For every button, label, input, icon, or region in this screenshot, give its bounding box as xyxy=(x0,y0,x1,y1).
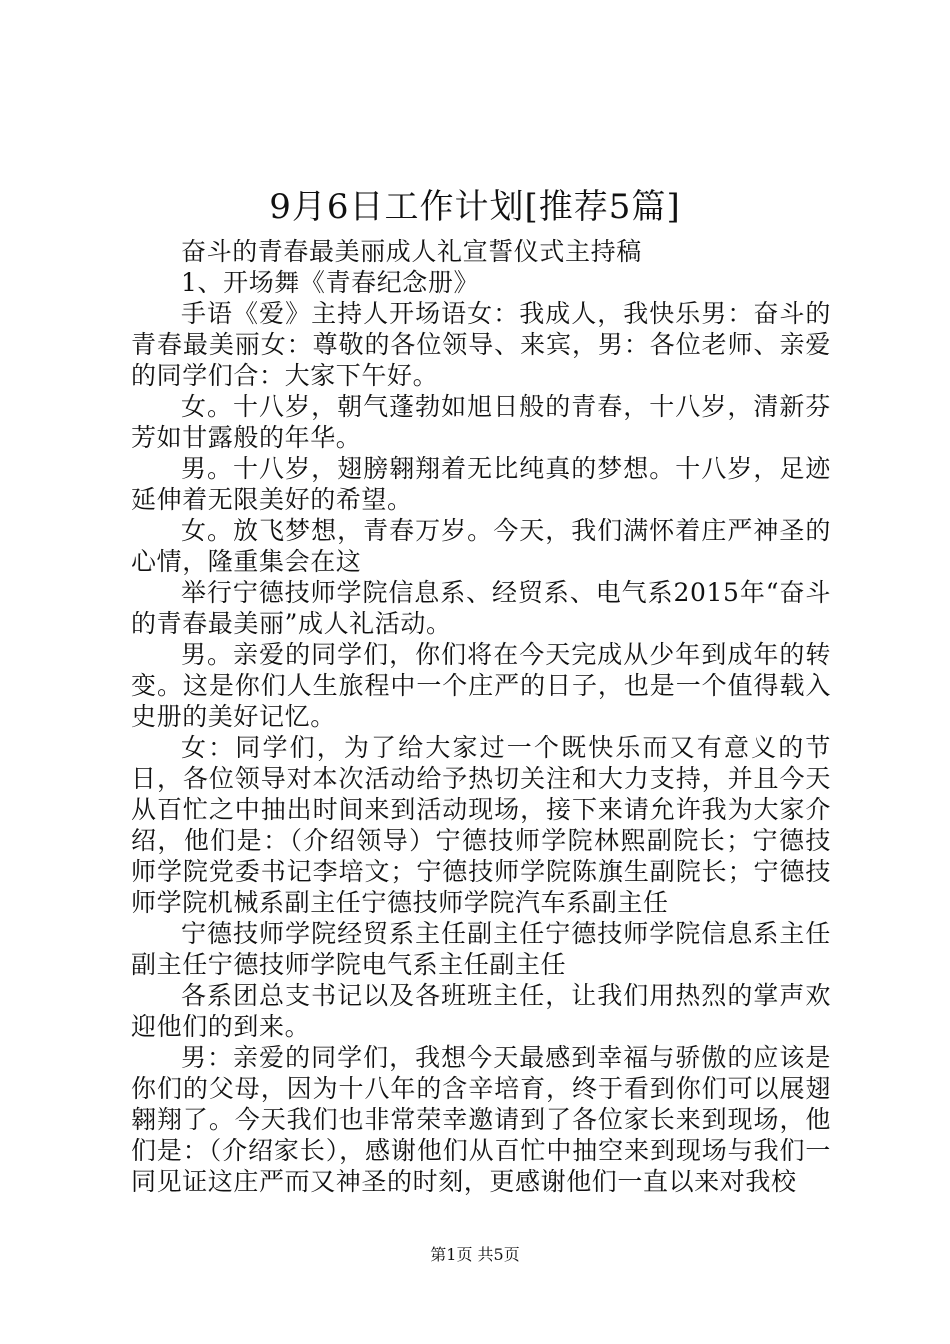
paragraph: 女。十八岁，朝气蓬勃如旭日般的青春，十八岁，清新芬芳如甘露般的年华。 xyxy=(131,392,831,452)
paragraph: 1、开场舞《青春纪念册》 xyxy=(181,268,480,297)
paragraph: 男。十八岁，翅膀翱翔着无比纯真的梦想。十八岁，足迹延伸着无限美好的希望。 xyxy=(131,454,831,514)
paragraph: 男。亲爱的同学们，你们将在今天完成从少年到成年的转变。这是你们人生旅程中一个庄严的日子，也是一个值得载入史册的美好记忆。 xyxy=(131,640,831,731)
paragraph: 各系团总支书记以及各班班主任，让我们用热烈的掌声欢迎他们的到来。 xyxy=(131,981,831,1041)
paragraph: 举行宁德技师学院信息系、经贸系、电气系2015年“奋斗的青春最美丽”成人礼活动。 xyxy=(131,578,831,638)
paragraph: 手语《爱》主持人开场语女：我成人，我快乐男：奋斗的青春最美丽女：尊敬的各位领导、来宾，男：各位老师、亲爱的同学们合：大家下午好。 xyxy=(131,299,831,390)
paragraph: 男：亲爱的同学们，我想今天最感到幸福与骄傲的应该是你们的父母，因为十八年的含辛培育，终于看到你们可以展翅翱翔了。今天我们也非常荣幸邀请到了各位家长来到现场，他们是：（介绍家长），感谢他们从百忙中抽空来到现场与我们一同见证这庄严而又神圣的时刻，更感谢他们一直以来对我校 xyxy=(131,1043,831,1196)
paragraph: 女：同学们，为了给大家过一个既快乐而又有意义的节日，各位领导对本次活动给予热切关注和大力支持，并且今天从百忙之中抽出时间来到活动现场，接下来请允许我为大家介绍，他们是：（介绍领导）宁德技师学院林熙副院长；宁德技师学院党委书记李培文；宁德技师学院陈旗生副院长；宁德技师学院机械系副主任宁德技师学院汽车系副主任 xyxy=(131,733,831,917)
paragraph: 宁德技师学院经贸系主任副主任宁德技师学院信息系主任副主任宁德技师学院电气系主任副主任 xyxy=(131,919,831,979)
document-title: 9月6日工作计划[推荐5篇] xyxy=(269,187,681,227)
paragraph: 女。放飞梦想，青春万岁。今天，我们满怀着庄严神圣的心情，隆重集会在这 xyxy=(131,516,831,576)
paragraph: 奋斗的青春最美丽成人礼宣誓仪式主持稿 xyxy=(181,237,642,266)
document-body xyxy=(131,236,831,1197)
page-footer: 第1页 共5页 xyxy=(430,1245,520,1264)
